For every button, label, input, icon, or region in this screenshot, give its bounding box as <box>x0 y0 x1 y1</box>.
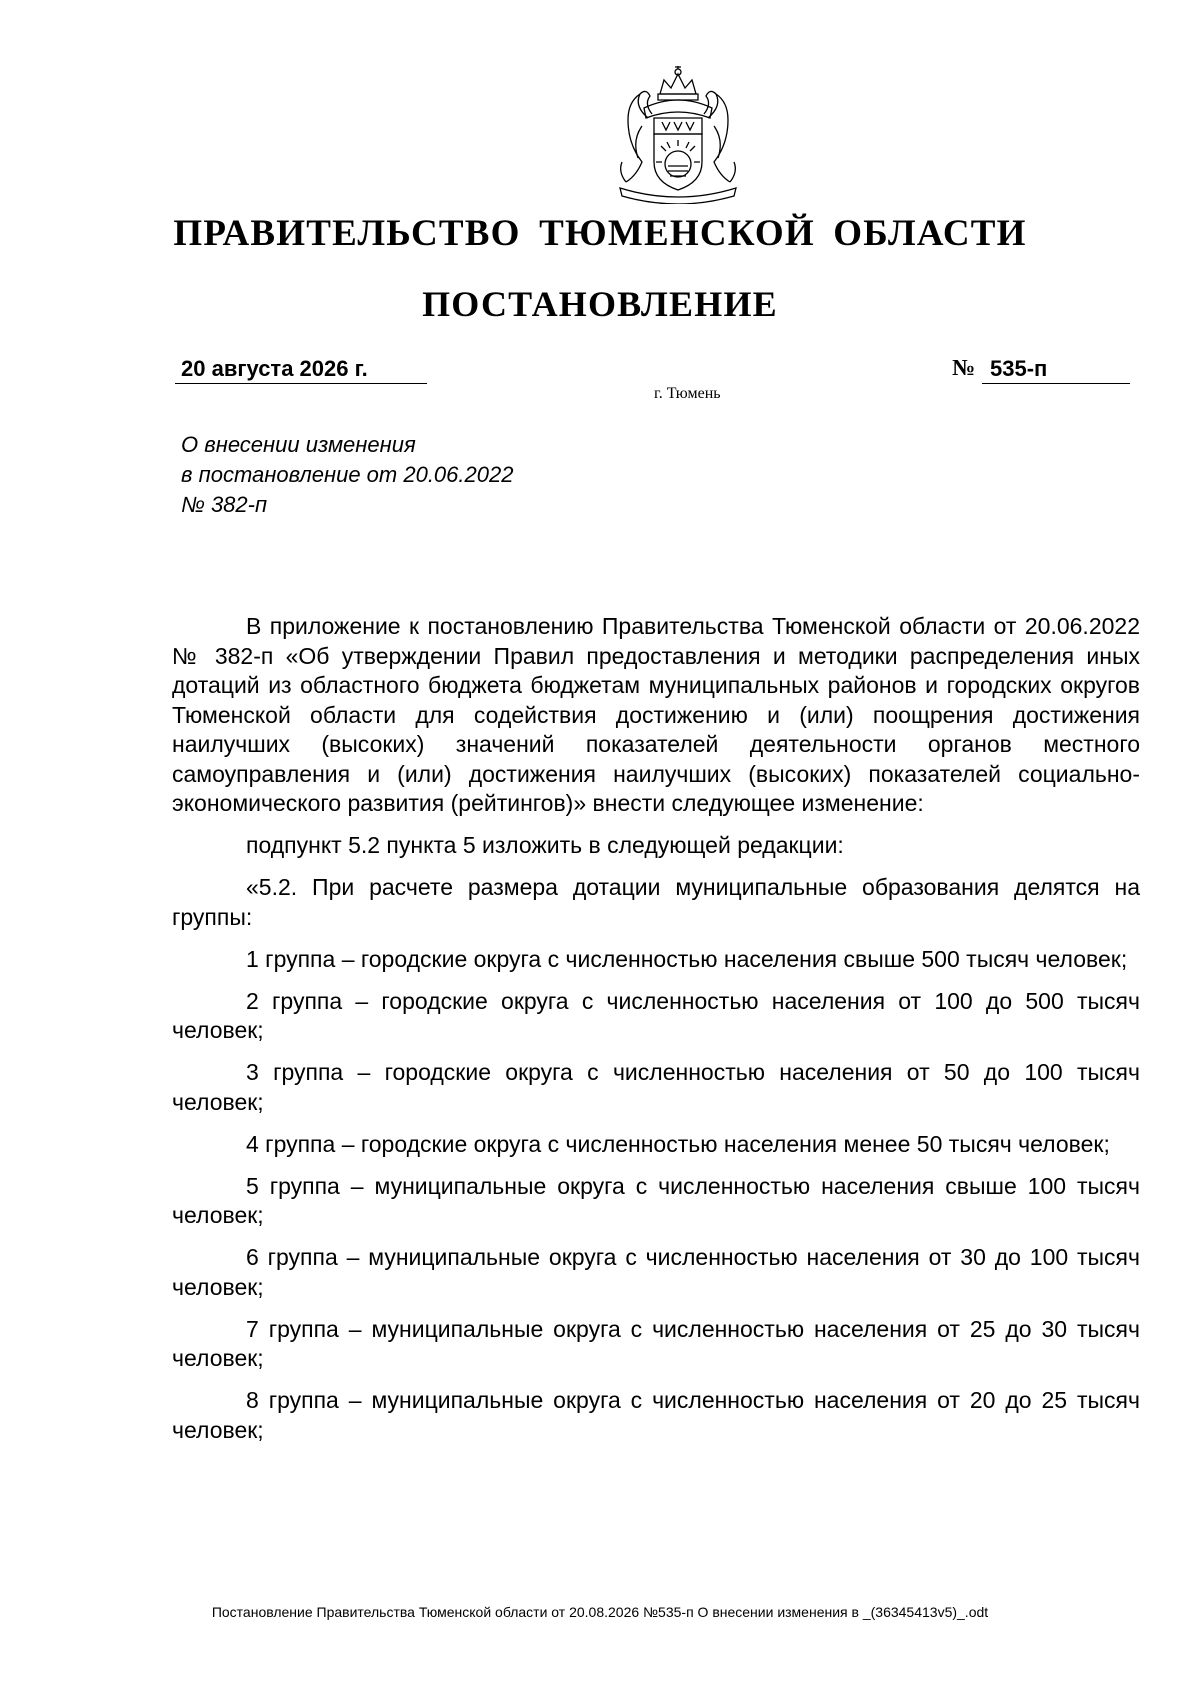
document-number: 535-п <box>990 356 1048 381</box>
document-type: ПОСТАНОВЛЕНИЕ <box>422 284 778 324</box>
document-date: 20 августа 2026 г. <box>181 356 368 381</box>
city-of-issue: г. Тюмень <box>654 385 721 402</box>
group-item: 7 группа – муниципальные округа с численностью населения от 25 до 30 тысяч человек; <box>172 1315 1140 1371</box>
body-paragraph: подпункт 5.2 пункта 5 изложить в следующей редакции: <box>246 832 844 858</box>
page-footer: Постановление Правительства Тюменской области от 20.08.2026 №535-п О внесении изменения в _(36345413v5)_.odt <box>211 1604 989 1620</box>
subject-line: О внесении изменения <box>181 432 416 457</box>
body-paragraph: «5.2. При расчете размера дотации муниципальные образования делятся на группы: <box>172 874 1140 930</box>
group-item: 3 группа – городские округа с численностью населения от 50 до 100 тысяч человек; <box>172 1059 1140 1115</box>
group-item: 1 группа – городские округа с численностью населения свыше 500 тысяч человек; <box>246 945 1128 972</box>
body-paragraph: В приложение к постановлению Правительства Тюменской области от 20.06.2022 № 382-п «Об утверждении Правил предоставления и методики распределения иных дотаций из областного бюджета бюджетам муниципальных районов и городских округов Тюменской области для содействия достижению и (или) поощрения достижения наилучших (высоких) значений показателей деятельности органов местного самоуправления и (или) достижения наилучших (высоких) показателей социально-экономического развития (рейтингов)» внести следующее изменение: <box>172 613 1140 816</box>
number-sign: № <box>952 355 976 380</box>
document-number-field <box>982 355 1130 384</box>
group-item: 5 группа – муниципальные округа с численностью населения свыше 100 тысяч человек; <box>172 1172 1140 1228</box>
document-subject <box>181 430 513 520</box>
document-body <box>172 612 1140 1458</box>
subject-line: № 382-п <box>181 492 268 517</box>
group-item: 2 группа – городские округа с численностью населения от 100 до 500 тысяч человек; <box>172 987 1140 1043</box>
group-item: 8 группа – муниципальные округа с численностью населения от 20 до 25 тысяч человек; <box>172 1387 1140 1443</box>
government-title: ПРАВИТЕЛЬСТВО ТЮМЕНСКОЙ ОБЛАСТИ <box>173 213 1027 254</box>
tyumen-region-coat-of-arms-icon <box>598 66 758 204</box>
subject-line: в постановление от 20.06.2022 <box>181 462 514 487</box>
group-item: 4 группа – городские округа с численностью населения менее 50 тысяч человек; <box>246 1130 1110 1157</box>
document-date-field <box>175 355 427 384</box>
group-item: 6 группа – муниципальные округа с численностью населения от 30 до 100 тысяч человек; <box>172 1244 1140 1300</box>
